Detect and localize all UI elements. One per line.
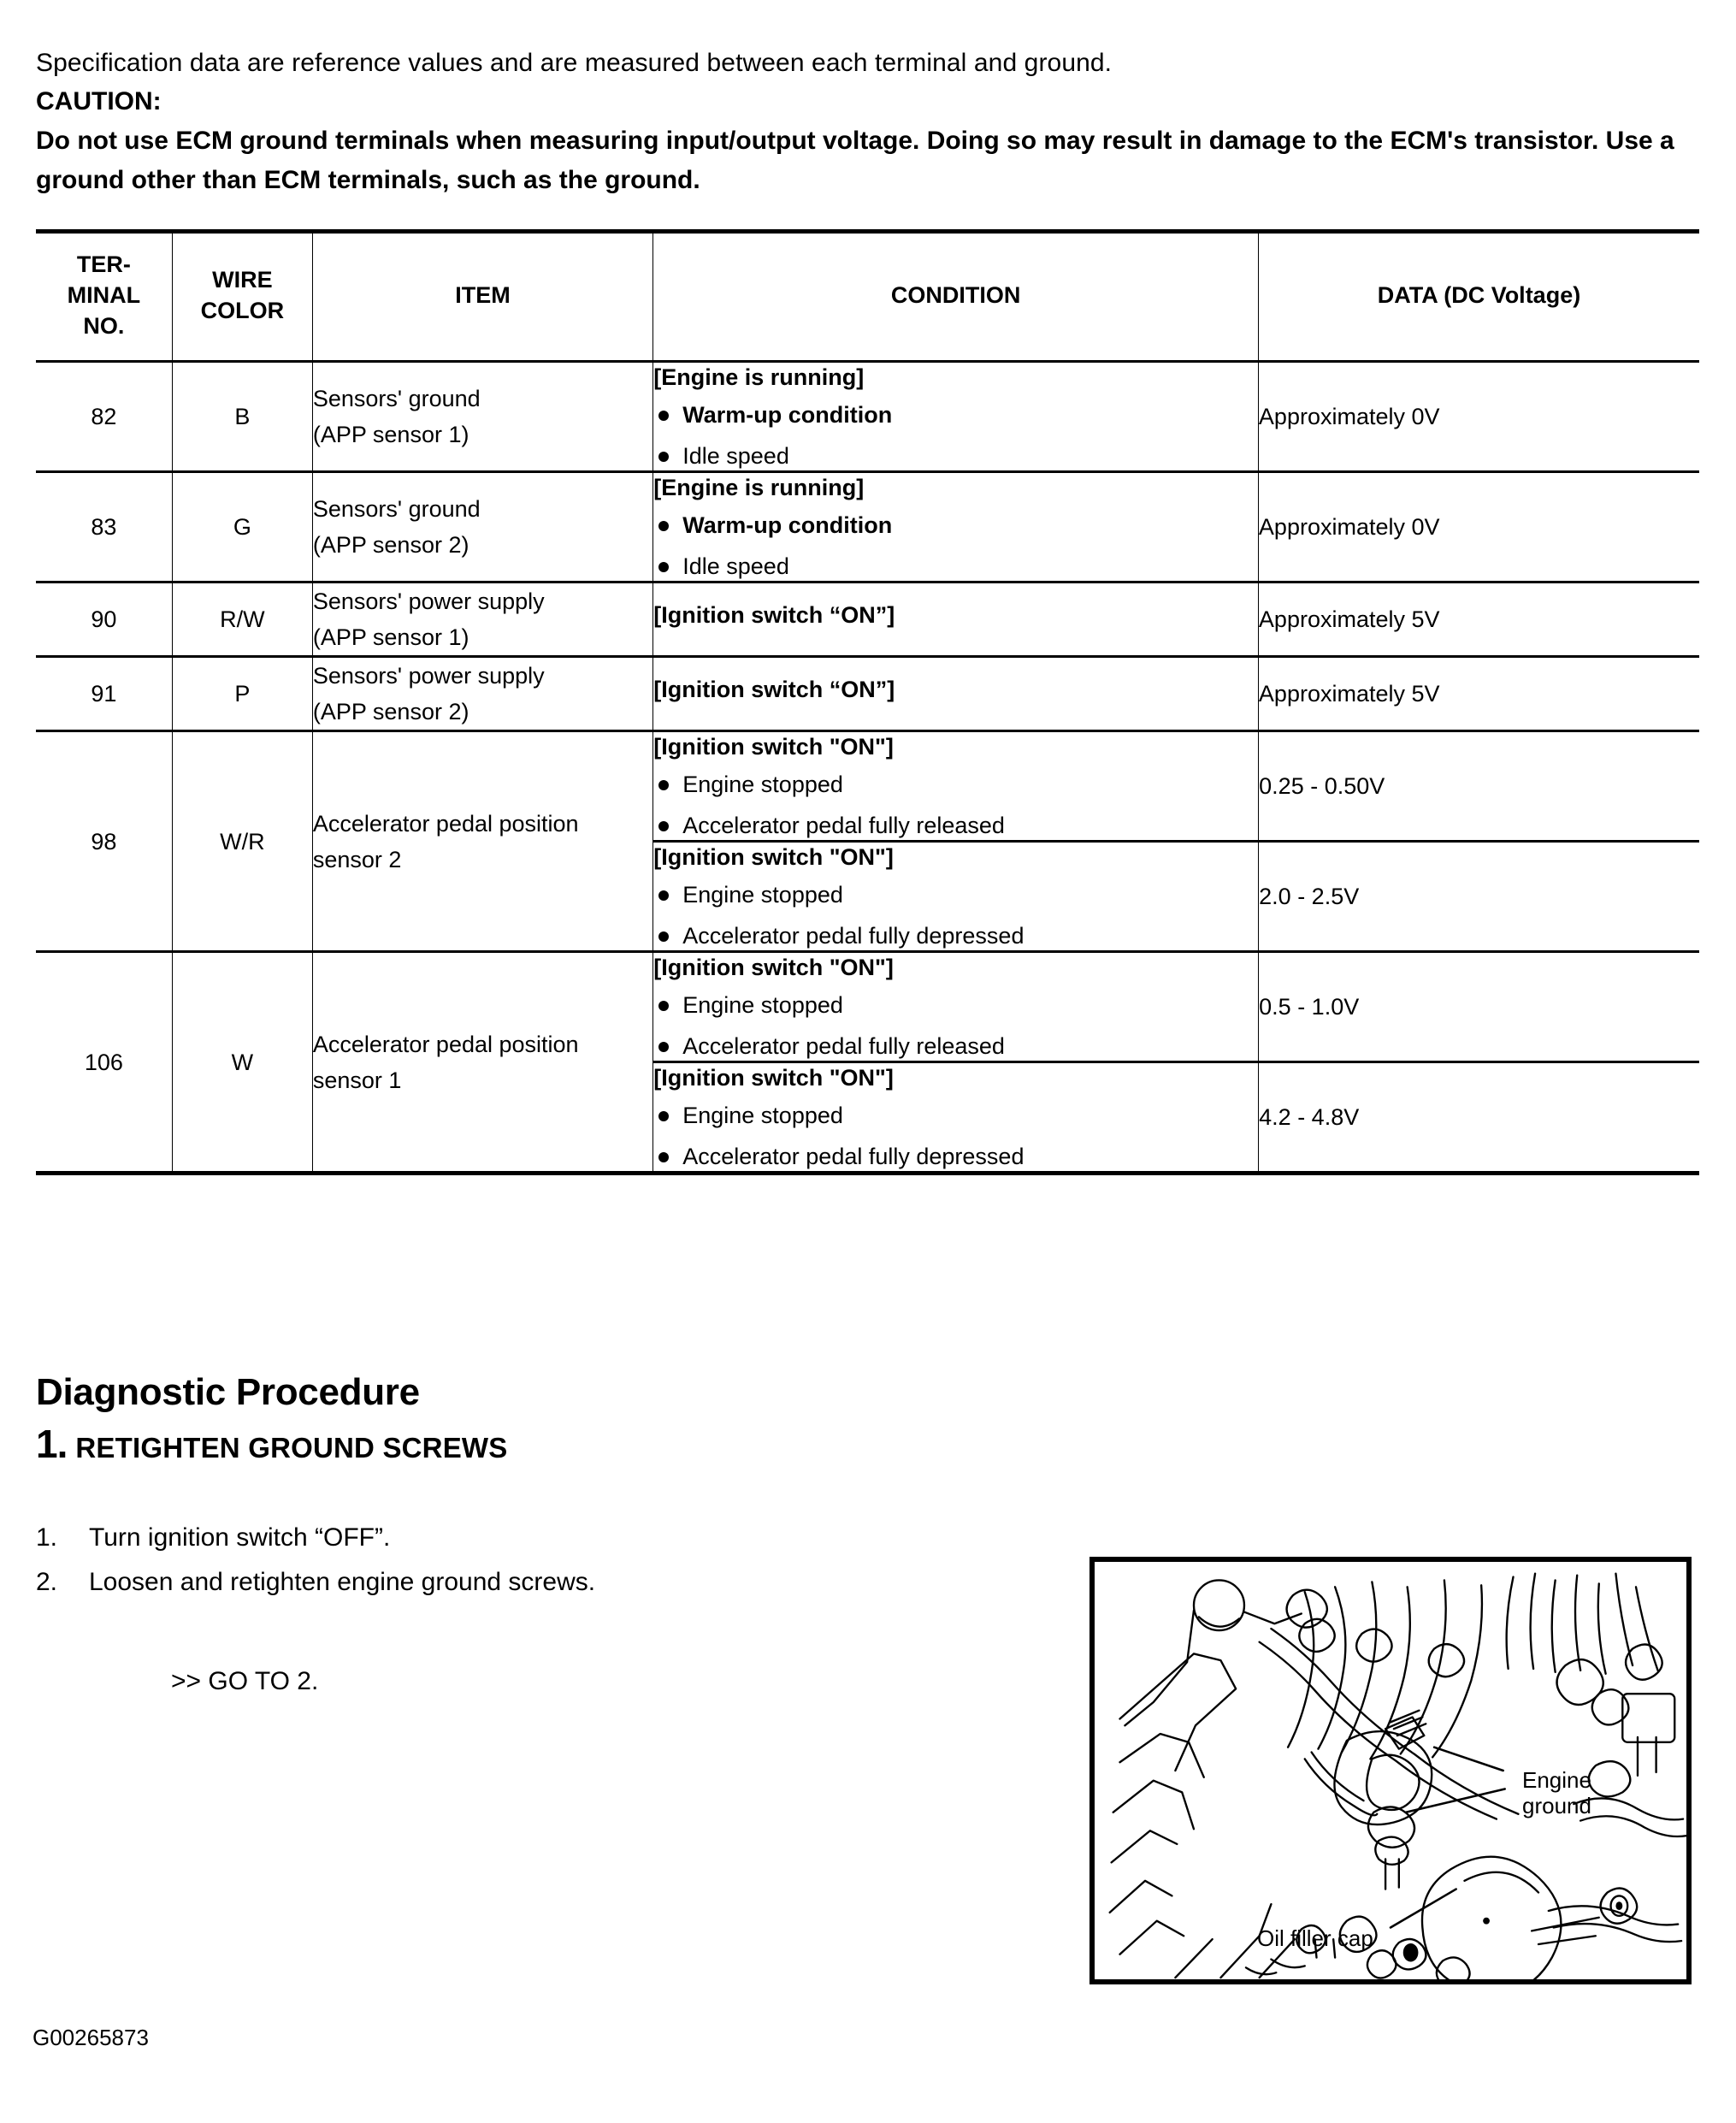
engine-ground-illustration: [1089, 1557, 1692, 1984]
cell-item: [312, 657, 652, 731]
sub-condition-row: [653, 732, 1699, 842]
step-marker: 1.: [36, 1523, 58, 1552]
header-terminal-line1: TER-: [76, 251, 131, 277]
cell-data-voltage: 2.0 - 2.5V: [1259, 884, 1360, 909]
condition-bullet: Accelerator pedal fully released: [653, 811, 1258, 840]
cell-item-line1: Accelerator pedal position: [312, 1031, 579, 1057]
spec-note: Specification data are reference values and are measured between each terminal and ground.: [36, 49, 1113, 77]
cell-wire-color: R/W: [172, 582, 312, 657]
header-item: [312, 232, 652, 362]
cell-wire-color: W/R: [172, 731, 312, 952]
cell-condition: [653, 582, 1259, 657]
header-item-label: ITEM: [455, 282, 511, 308]
condition-heading: [Ignition switch "ON"]: [653, 844, 894, 870]
cell-item-line1: Sensors' power supply: [312, 588, 545, 614]
cell-data-voltage: Approximately 5V: [1258, 582, 1699, 657]
cell-item: [312, 952, 652, 1174]
cell-item-line2: (APP sensor 2): [312, 699, 469, 724]
cell-item: [312, 362, 652, 472]
illustration-label-oil-filler-cap: Oil filler cap: [1257, 1925, 1373, 1951]
cell-item-line2: (APP sensor 1): [312, 422, 469, 447]
goto-instruction: >> GO TO 2.: [171, 1667, 319, 1695]
engine-bay-line-drawing: [1095, 1562, 1686, 1979]
cell-data-voltage: 0.5 - 1.0V: [1259, 953, 1699, 1062]
condition-bullet-list: [653, 880, 1258, 950]
cell-wire-color: B: [172, 362, 312, 472]
table-row: [36, 952, 1699, 1174]
cell-data-voltage: 4.2 - 4.8V: [1259, 1104, 1360, 1130]
condition-bullet: Engine stopped: [653, 1101, 1258, 1130]
condition-bullet-list: [653, 511, 1258, 581]
condition-heading: [Ignition switch “ON”]: [653, 677, 895, 702]
header-terminal-line2: MINAL: [67, 282, 141, 308]
diagnostic-procedure-section: [36, 1369, 1062, 1699]
cell-condition-data-group: [653, 731, 1699, 952]
table-row: [36, 731, 1699, 952]
cell-item-line1: Accelerator pedal position: [312, 810, 579, 837]
header-condition-label: CONDITION: [890, 282, 1021, 308]
procedure-step-title: RETIGHTEN GROUND SCREWS: [75, 1432, 508, 1464]
cell-data-voltage: Approximately 5V: [1258, 657, 1699, 731]
step-text: Turn ignition switch “OFF”.: [89, 1523, 391, 1552]
engine-ground-label-line2: ground: [1522, 1793, 1591, 1818]
cell-terminal-no: 106: [36, 952, 172, 1174]
header-wire-color: [172, 232, 312, 362]
header-data-label: DATA (DC Voltage): [1377, 282, 1581, 308]
cell-data-voltage: Approximately 0V: [1258, 362, 1699, 472]
condition-bullet: Idle speed: [653, 552, 1258, 581]
cell-item-line1: Sensors' ground: [312, 386, 481, 411]
condition-heading: [Engine is running]: [653, 475, 865, 500]
cell-item-line1: Sensors' ground: [312, 496, 481, 522]
condition-heading: [Ignition switch "ON"]: [653, 955, 894, 980]
procedure-step-header: [36, 1422, 1062, 1476]
sub-condition-row: [653, 1062, 1699, 1172]
condition-bullet: Accelerator pedal fully depressed: [653, 921, 1258, 950]
table-row: [36, 582, 1699, 657]
ecm-terminal-spec-table: [36, 229, 1699, 1175]
header-condition: [653, 232, 1259, 362]
cell-item: [312, 731, 652, 952]
list-item: [36, 1560, 1062, 1605]
cell-item-line2: sensor 2: [312, 846, 402, 872]
cell-condition-data-group: [653, 952, 1699, 1174]
condition-bullet: Accelerator pedal fully depressed: [653, 1142, 1258, 1171]
condition-bullet: Engine stopped: [653, 770, 1258, 799]
cell-item-line2: sensor 1: [312, 1067, 402, 1093]
cell-wire-color: W: [172, 952, 312, 1174]
cell-terminal-no: 91: [36, 657, 172, 731]
condition-bullet-list: [653, 770, 1258, 840]
cell-terminal-no: 90: [36, 582, 172, 657]
cell-item: [312, 472, 652, 582]
condition-heading: [Ignition switch “ON”]: [653, 602, 895, 628]
condition-bullet-list: [653, 991, 1258, 1061]
cell-condition: [653, 1062, 1258, 1172]
caution-title: CAUTION:: [36, 87, 162, 115]
table-header-row: [36, 232, 1699, 362]
cell-condition: [653, 657, 1259, 731]
condition-heading: [Ignition switch "ON"]: [653, 1065, 894, 1091]
condition-bullet: Accelerator pedal fully released: [653, 1032, 1258, 1061]
sub-condition-table: [653, 732, 1699, 950]
illustration-label-engine-ground: [1522, 1767, 1591, 1818]
cell-data-voltage: Approximately 0V: [1258, 472, 1699, 582]
cell-terminal-no: 83: [36, 472, 172, 582]
step-marker: 2.: [36, 1568, 58, 1596]
condition-heading: [Engine is running]: [653, 364, 865, 390]
cell-condition: [653, 842, 1258, 951]
sub-condition-row: [653, 842, 1699, 951]
cell-condition: [653, 362, 1259, 472]
condition-heading: [Ignition switch "ON"]: [653, 734, 894, 760]
condition-bullet: Warm-up condition: [653, 400, 1258, 429]
cell-wire-color: P: [172, 657, 312, 731]
cell-condition: [653, 472, 1259, 582]
cell-item-line2: (APP sensor 2): [312, 532, 469, 558]
caution-body: Do not use ECM ground terminals when measuring input/output voltage. Doing so may result in damage to the ECM's transistor. Use a ground other than ECM terminals, such as the ground.: [36, 127, 1674, 194]
condition-bullet-list: [653, 400, 1258, 470]
header-terminal-no: [36, 232, 172, 362]
table-row: [36, 362, 1699, 472]
header-wire-line2: COLOR: [200, 298, 285, 323]
table-row: [36, 657, 1699, 731]
cell-wire-color: G: [172, 472, 312, 582]
condition-bullet-list: [653, 1101, 1258, 1171]
engine-ground-label-line1: Engine: [1522, 1767, 1591, 1793]
cell-data-voltage: 0.25 - 0.50V: [1259, 732, 1699, 842]
cell-terminal-no: 82: [36, 362, 172, 472]
figure-reference-code: G00265873: [32, 2025, 149, 2050]
table-row: [36, 472, 1699, 582]
header-wire-line1: WIRE: [212, 267, 273, 293]
diagnostic-procedure-title: Diagnostic Procedure: [36, 1371, 420, 1413]
header-terminal-line3: NO.: [83, 313, 125, 339]
procedure-step-number: 1.: [36, 1422, 68, 1466]
cell-condition: [653, 732, 1258, 842]
intro-block: [36, 44, 1695, 200]
procedure-step-list: [36, 1516, 1062, 1605]
condition-bullet: Engine stopped: [653, 991, 1258, 1020]
sub-condition-table: [653, 953, 1699, 1171]
cell-item-line2: (APP sensor 1): [312, 624, 469, 650]
cell-item-line1: Sensors' power supply: [312, 663, 545, 689]
list-item: [36, 1516, 1062, 1560]
condition-bullet: Engine stopped: [653, 880, 1258, 909]
condition-bullet: Idle speed: [653, 441, 1258, 470]
condition-bullet: Warm-up condition: [653, 511, 1258, 540]
sub-condition-row: [653, 953, 1699, 1062]
header-data: [1258, 232, 1699, 362]
cell-terminal-no: 98: [36, 731, 172, 952]
step-text: Loosen and retighten engine ground screws.: [89, 1568, 596, 1596]
cell-item: [312, 582, 652, 657]
cell-condition: [653, 953, 1258, 1062]
